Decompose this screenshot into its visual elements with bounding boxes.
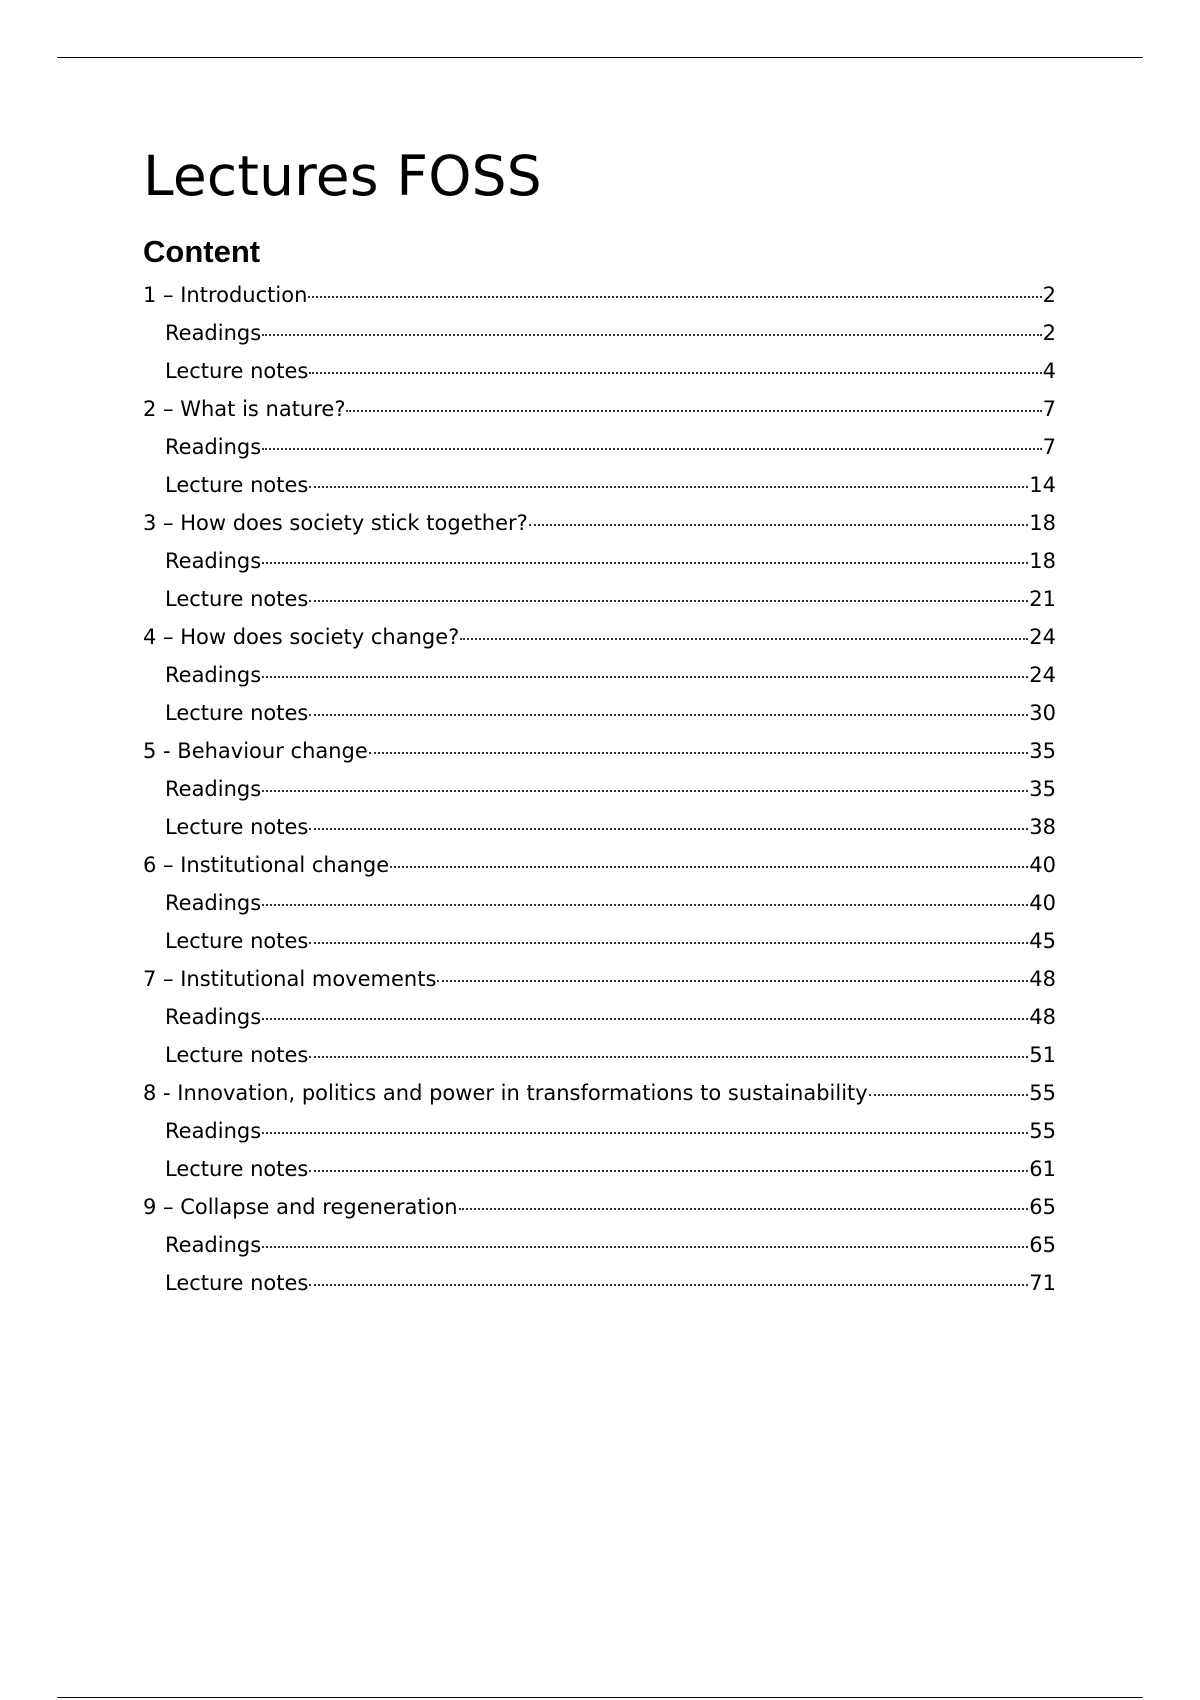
toc-entry[interactable] bbox=[143, 508, 1056, 546]
toc-entry-label: 5 - Behaviour change bbox=[143, 739, 368, 763]
toc-entry[interactable] bbox=[143, 1002, 1056, 1040]
toc-dot-leader bbox=[529, 524, 1028, 526]
toc-dot-leader bbox=[262, 904, 1028, 906]
toc-dot-leader bbox=[309, 600, 1028, 602]
toc-entry[interactable] bbox=[143, 1268, 1056, 1306]
toc-entry[interactable] bbox=[143, 280, 1056, 318]
toc-page-number: 55 bbox=[1029, 1081, 1056, 1105]
toc-entry-label: Lecture notes bbox=[165, 587, 309, 611]
toc-entry[interactable] bbox=[143, 736, 1056, 774]
toc-page-number: 35 bbox=[1029, 777, 1056, 801]
toc-page-number: 4 bbox=[1042, 359, 1056, 383]
toc-entry-label: Readings bbox=[165, 663, 262, 687]
toc-page-number: 2 bbox=[1042, 321, 1056, 345]
toc-entry-label: Readings bbox=[165, 549, 262, 573]
toc-page-number: 18 bbox=[1029, 549, 1056, 573]
toc-page-number: 40 bbox=[1029, 891, 1056, 915]
toc-heading: Content bbox=[143, 234, 261, 269]
toc-dot-leader bbox=[309, 714, 1028, 716]
toc-dot-leader bbox=[262, 1018, 1028, 1020]
toc-entry-label: Readings bbox=[165, 1005, 262, 1029]
footer-rule bbox=[57, 1697, 1143, 1698]
toc-entry[interactable] bbox=[143, 584, 1056, 622]
toc-page-number: 55 bbox=[1029, 1119, 1056, 1143]
toc-entry[interactable] bbox=[143, 356, 1056, 394]
toc-entry[interactable] bbox=[143, 774, 1056, 812]
toc-entry-label: Lecture notes bbox=[165, 701, 309, 725]
toc-page-number: 2 bbox=[1042, 283, 1056, 307]
document-title: Lectures FOSS bbox=[143, 144, 542, 208]
toc-entry-label: Lecture notes bbox=[165, 473, 309, 497]
toc-entry-label: Lecture notes bbox=[165, 1271, 309, 1295]
toc-entry-label: 2 – What is nature? bbox=[143, 397, 346, 421]
toc-dot-leader bbox=[369, 752, 1028, 754]
toc-entry-label: Readings bbox=[165, 321, 262, 345]
table-of-contents bbox=[143, 280, 1056, 1306]
toc-dot-leader bbox=[346, 410, 1041, 412]
toc-page-number: 18 bbox=[1029, 511, 1056, 535]
toc-entry-label: Lecture notes bbox=[165, 1043, 309, 1067]
toc-dot-leader bbox=[309, 942, 1028, 944]
toc-page-number: 38 bbox=[1029, 815, 1056, 839]
toc-entry-label: Readings bbox=[165, 1119, 262, 1143]
toc-dot-leader bbox=[309, 1056, 1028, 1058]
toc-entry-label: Lecture notes bbox=[165, 929, 309, 953]
toc-dot-leader bbox=[869, 1094, 1029, 1096]
toc-dot-leader bbox=[262, 1132, 1028, 1134]
toc-entry-label: 6 – Institutional change bbox=[143, 853, 390, 877]
toc-entry-label: Readings bbox=[165, 891, 262, 915]
toc-page-number: 40 bbox=[1029, 853, 1056, 877]
toc-page-number: 48 bbox=[1029, 1005, 1056, 1029]
toc-page-number: 45 bbox=[1029, 929, 1056, 953]
toc-entry[interactable] bbox=[143, 888, 1056, 926]
toc-entry[interactable] bbox=[143, 622, 1056, 660]
toc-entry[interactable] bbox=[143, 698, 1056, 736]
toc-entry-label: Lecture notes bbox=[165, 1157, 309, 1181]
toc-page-number: 48 bbox=[1029, 967, 1056, 991]
toc-page-number: 24 bbox=[1029, 663, 1056, 687]
toc-dot-leader bbox=[309, 372, 1041, 374]
toc-page-number: 71 bbox=[1029, 1271, 1056, 1295]
toc-entry[interactable] bbox=[143, 546, 1056, 584]
toc-dot-leader bbox=[309, 1170, 1028, 1172]
toc-dot-leader bbox=[437, 980, 1028, 982]
toc-page-number: 14 bbox=[1029, 473, 1056, 497]
toc-page-number: 51 bbox=[1029, 1043, 1056, 1067]
toc-entry[interactable] bbox=[143, 660, 1056, 698]
toc-dot-leader bbox=[262, 790, 1028, 792]
toc-page-number: 7 bbox=[1042, 397, 1056, 421]
toc-page-number: 7 bbox=[1042, 435, 1056, 459]
toc-entry[interactable] bbox=[143, 1154, 1056, 1192]
toc-dot-leader bbox=[262, 676, 1028, 678]
toc-entry[interactable] bbox=[143, 318, 1056, 356]
toc-dot-leader bbox=[309, 1284, 1028, 1286]
toc-dot-leader bbox=[459, 1208, 1029, 1210]
toc-entry[interactable] bbox=[143, 1230, 1056, 1268]
toc-entry[interactable] bbox=[143, 964, 1056, 1002]
toc-entry-label: 3 – How does society stick together? bbox=[143, 511, 528, 535]
toc-dot-leader bbox=[262, 334, 1041, 336]
toc-dot-leader bbox=[262, 448, 1041, 450]
toc-page-number: 61 bbox=[1029, 1157, 1056, 1181]
toc-entry[interactable] bbox=[143, 394, 1056, 432]
toc-dot-leader bbox=[390, 866, 1028, 868]
toc-entry[interactable] bbox=[143, 850, 1056, 888]
toc-entry[interactable] bbox=[143, 812, 1056, 850]
toc-entry[interactable] bbox=[143, 1192, 1056, 1230]
header-rule bbox=[57, 57, 1143, 58]
toc-entry[interactable] bbox=[143, 1116, 1056, 1154]
toc-dot-leader bbox=[262, 562, 1028, 564]
toc-entry[interactable] bbox=[143, 470, 1056, 508]
toc-dot-leader bbox=[460, 638, 1028, 640]
toc-dot-leader bbox=[308, 296, 1041, 298]
toc-page-number: 65 bbox=[1029, 1233, 1056, 1257]
toc-entry-label: Readings bbox=[165, 1233, 262, 1257]
toc-entry-label: 4 – How does society change? bbox=[143, 625, 460, 649]
toc-page-number: 30 bbox=[1029, 701, 1056, 725]
toc-entry[interactable] bbox=[143, 432, 1056, 470]
toc-entry-label: Lecture notes bbox=[165, 359, 309, 383]
toc-entry[interactable] bbox=[143, 926, 1056, 964]
toc-entry[interactable] bbox=[143, 1040, 1056, 1078]
toc-entry-label: 1 – Introduction bbox=[143, 283, 308, 307]
toc-entry-label: 8 - Innovation, politics and power in transformations to sustainability bbox=[143, 1081, 868, 1105]
toc-entry-label: Lecture notes bbox=[165, 815, 309, 839]
toc-dot-leader bbox=[309, 828, 1028, 830]
toc-entry-label: 7 – Institutional movements bbox=[143, 967, 437, 991]
toc-dot-leader bbox=[309, 486, 1028, 488]
toc-page-number: 24 bbox=[1029, 625, 1056, 649]
toc-entry-label: Readings bbox=[165, 777, 262, 801]
toc-dot-leader bbox=[262, 1246, 1028, 1248]
toc-page-number: 21 bbox=[1029, 587, 1056, 611]
toc-entry-label: Readings bbox=[165, 435, 262, 459]
toc-entry-label: 9 – Collapse and regeneration bbox=[143, 1195, 458, 1219]
toc-entry[interactable] bbox=[143, 1078, 1056, 1116]
toc-page-number: 35 bbox=[1029, 739, 1056, 763]
toc-page-number: 65 bbox=[1029, 1195, 1056, 1219]
